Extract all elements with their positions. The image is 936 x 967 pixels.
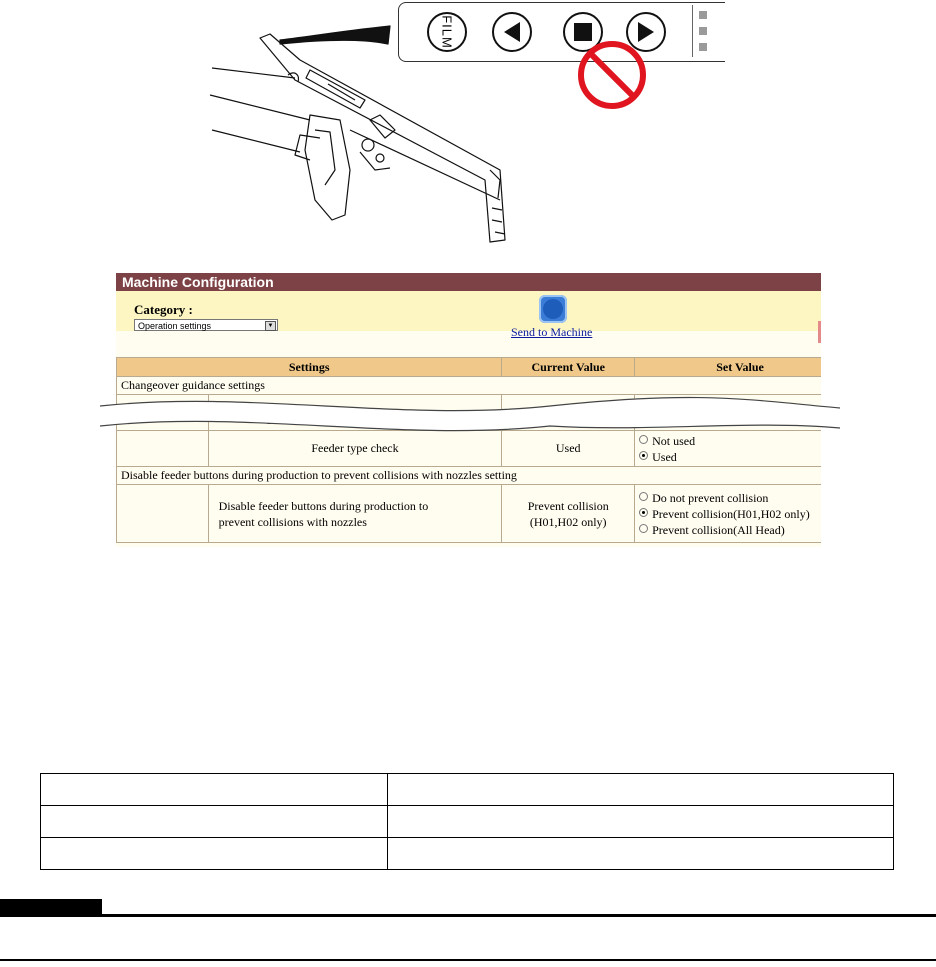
- radio-label: Used: [652, 449, 677, 464]
- table-cell: [41, 838, 388, 870]
- indicator-segment: [699, 11, 707, 19]
- prohibited-icon: [577, 40, 647, 110]
- table-cell: [117, 485, 209, 543]
- header-current-value: Current Value: [502, 358, 635, 377]
- square-stop-icon: [574, 23, 592, 41]
- current-value-feeder-type: Used: [502, 431, 635, 467]
- category-select-value: Operation settings: [138, 321, 212, 331]
- radio-selected-icon: [639, 508, 648, 517]
- triangle-left-icon: [494, 14, 530, 50]
- cropped-icon-edge: [818, 321, 821, 343]
- radio-option-no-prevent[interactable]: [639, 490, 821, 506]
- current-value-line1: Prevent collision: [527, 498, 609, 513]
- config-toolbar: [116, 291, 821, 339]
- radio-label: Do not prevent collision: [652, 490, 769, 505]
- indicator-segment: [699, 27, 707, 35]
- table-cell: [388, 838, 894, 870]
- radio-option-prevent-all[interactable]: [639, 522, 821, 538]
- send-to-machine-icon[interactable]: [539, 295, 567, 323]
- header-settings: Settings: [117, 358, 502, 377]
- current-value-line2: (H01,H02 only): [529, 514, 607, 529]
- group-title-disable-buttons: Disable feeder buttons during production to prevent collisions with nozzles setting: [117, 467, 822, 485]
- table-cell: [388, 774, 894, 806]
- radio-label: Prevent collision(H01,H02 only): [652, 506, 810, 521]
- header-set-value: Set Value: [635, 358, 821, 377]
- category-select[interactable]: [134, 319, 278, 331]
- indicator-segment: [699, 43, 707, 51]
- table-cell: [388, 806, 894, 838]
- table-cell: [41, 806, 388, 838]
- radio-icon: [639, 524, 648, 533]
- radio-label: Prevent collision(All Head): [652, 522, 785, 537]
- dropdown-arrow-icon: ▼: [265, 321, 276, 331]
- send-to-machine-link[interactable]: Send to Machine: [511, 325, 593, 339]
- feeder-button-panel: [398, 2, 725, 62]
- blank-table: [40, 773, 894, 870]
- setting-disable-line1: Disable feeder buttons during production to: [218, 498, 429, 513]
- table-break-wave: [100, 392, 840, 444]
- table-cell: [41, 774, 388, 806]
- settings-table: [116, 357, 821, 543]
- config-title: Machine Configuration: [116, 273, 821, 291]
- setting-feeder-type-check: Feeder type check: [208, 431, 502, 467]
- film-button-label: FILM: [439, 15, 455, 49]
- horizontal-rule: [0, 914, 936, 917]
- radio-selected-icon: [639, 451, 648, 460]
- horizontal-rule: [0, 959, 936, 961]
- setting-disable-line2: prevent collisions with nozzles: [218, 514, 367, 529]
- reverse-button[interactable]: [492, 12, 532, 52]
- group-title-changeover: Changeover guidance settings: [117, 377, 822, 395]
- radio-option-used[interactable]: [639, 449, 821, 465]
- category-label: Category :: [134, 302, 193, 317]
- film-button[interactable]: [427, 12, 467, 52]
- radio-label: Not used: [652, 433, 696, 448]
- side-indicator-strip: [692, 5, 715, 57]
- radio-option-prevent-h01-h02[interactable]: [639, 506, 821, 522]
- radio-icon: [639, 492, 648, 501]
